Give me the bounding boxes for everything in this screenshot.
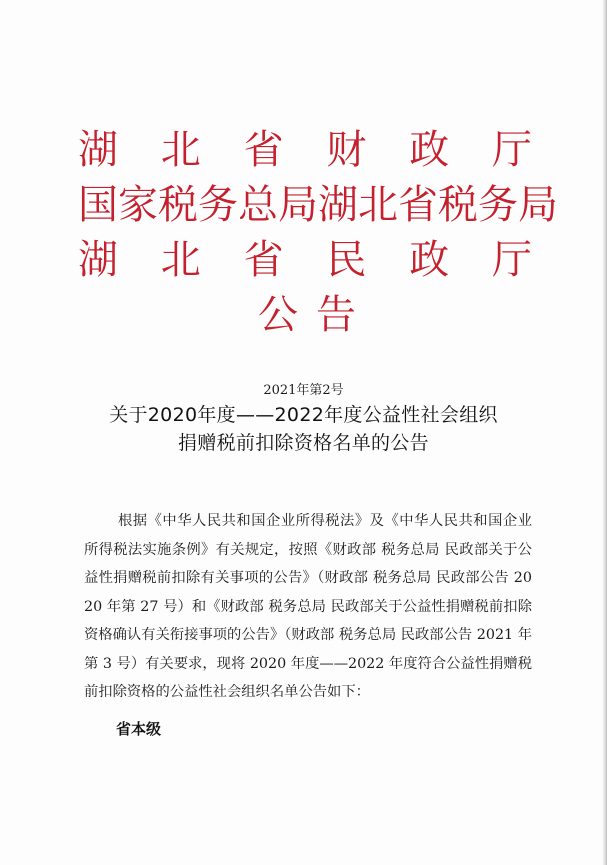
- issuer-char: 务: [198, 182, 238, 228]
- issuer-char: 国: [78, 182, 118, 228]
- issuer-char: 财: [326, 127, 367, 173]
- issuer-char: 厅: [491, 237, 532, 283]
- issuer-char: 省: [398, 182, 438, 228]
- issuer-tax-bureau: [78, 181, 558, 229]
- document-number: 2021年第2号: [263, 383, 344, 398]
- issuer-char: 政: [409, 127, 450, 173]
- issuer-char: 湖: [78, 237, 118, 283]
- announcement-label: [258, 291, 356, 339]
- issuer-civil-affairs-department: [78, 236, 532, 284]
- issuer-char: 税: [438, 182, 478, 228]
- issuer-char: 厅: [491, 127, 532, 173]
- issuer-char: 告: [316, 292, 356, 338]
- issuer-char: 省: [243, 127, 284, 173]
- issuer-char: 税: [158, 182, 198, 228]
- issuer-char: 北: [358, 182, 398, 228]
- section-heading: 省本级: [116, 720, 162, 738]
- issuer-char: 家: [118, 182, 158, 228]
- issuer-char: 民: [326, 237, 367, 283]
- issuer-hubei-finance-department: [78, 126, 532, 174]
- issuer-char: 公: [258, 292, 298, 338]
- issuer-char: 湖: [318, 182, 358, 228]
- issuer-char: 务: [478, 182, 518, 228]
- issuer-char: 北: [160, 237, 201, 283]
- issuer-char: 政: [409, 237, 450, 283]
- issuer-char: 局: [518, 182, 558, 228]
- issuer-char: 总: [238, 182, 278, 228]
- body-paragraph: 根据《中华人民共和国企业所得税法》及《中华人民共和国企业所得税法实施条例》有关规定，按照《财政部 税务总局 民政部关于公益性捐赠税前扣除有关事项的公告》（财政部 税务总局 民政部公告 2020 年第 27 号）和《财政部 税务总局 民政部关于公益性捐赠税前扣除资格确认有关衔接事项的公告》（财政部 税务总局 民政部公告 2021 年第 3 号）有关要求，现将 2020 年度——2022 年度符合公益性捐赠税前扣除资格的公益性社会组织名单公告如下：: [84, 513, 532, 700]
- issuer-char: 北: [160, 127, 201, 173]
- document-title-line-2: 捐赠税前扣除资格名单的公告: [178, 432, 429, 454]
- document-title-line-1: 关于2020年度——2022年度公益性社会组织: [109, 404, 498, 426]
- issuer-char: 省: [243, 237, 284, 283]
- issuer-char: 局: [278, 182, 318, 228]
- issuer-char: 湖: [78, 127, 118, 173]
